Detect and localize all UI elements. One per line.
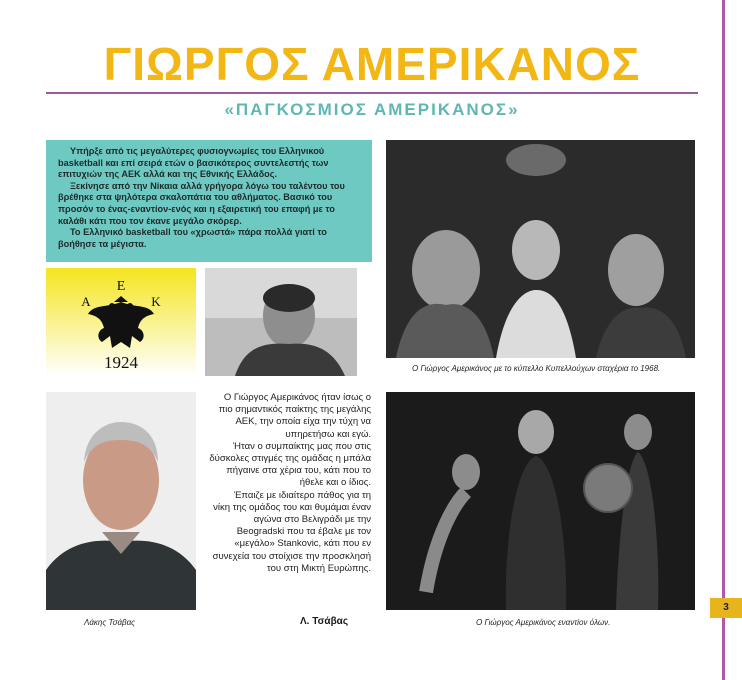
intro-paragraph: Το Ελληνικό basketball του «χρωστά» πάρα πολλά γιατί το βοήθησε τα μέγιστα. — [58, 227, 327, 249]
tribute-paragraph: Έπαιζε με ιδιαίτερο πάθος για τη νίκη της ομάδος του και θυμάμαι έναν αγώνα στο Βελιγράδι με την Beogradski που τα έβαλε με τον «μεγάλο» Stankovic, κάτι που εν συνεχεία του στοίχισε την προσκλησή του στη Μικτή Ευρώπης. — [212, 489, 371, 574]
caption-portrait: Λάκης Τσάβας — [84, 618, 136, 627]
emblem-letter-k: Κ — [151, 294, 161, 309]
intro-paragraph: Υπήρξε από τις μεγαλύτερες φυσιογνωμίες του Ελληνικού basketball και επί σειρά ετών ο βασικότερος συντελεστής των επιτυχιών της ΑΕΚ αλλά και της Εθνικής Ελλάδος. — [58, 146, 329, 180]
page-number: 3 — [710, 598, 742, 618]
page-title: ΓΙΩΡΓΟΣ ΑΜΕΡΙΚΑΝΟΣ — [103, 38, 641, 90]
tribute-paragraph: Ήταν ο συμπαίκτης μας που στις δύσκολες στιγμές της ομάδας η μπάλα πήγαινε στα χέρια του, κάτι που το ήθελε και ο ίδιος. — [209, 440, 371, 489]
tsavas-portrait-photo — [46, 392, 196, 610]
cup-celebration-photo — [386, 140, 695, 358]
caption-game: Ο Γιώργος Αμερικάνος εναντίον όλων. — [476, 618, 611, 627]
double-headed-eagle-icon — [46, 268, 196, 376]
elder-portrait-photo — [205, 268, 357, 376]
signature: Λ. Τσάβας — [300, 616, 349, 627]
caption-cup: Ο Γιώργος Αμερικάνος με το κύπελλο Κυπελλούχων σταχέρια το 1968. — [412, 364, 661, 373]
tsavas-portrait-illustration — [46, 392, 196, 610]
emblem-year: 1924 — [104, 353, 138, 372]
game-action-photo — [386, 392, 695, 610]
elder-portrait-illustration — [205, 268, 357, 376]
tribute-text — [205, 392, 371, 575]
cup-celebration-illustration — [386, 140, 695, 358]
intro-box — [46, 140, 372, 262]
tribute-paragraph: Ο Γιώργος Αμερικάνος ήταν ίσως ο πιο σημαντικός παίκτης της μεγάλης ΑΕΚ, την οποία είχα την τύχη να υπηρετήσω και εγώ. — [218, 392, 371, 440]
intro-paragraph: Ξεκίνησε από την Νίκαια αλλά γρήγορα λόγω του ταλέντου του βρέθηκε στα ψηλότερα σκαλοπάτια του αθλήματος. Βασικό του προσόν το ένας-εναντίον-ενός και η εξαιρετική του επαφή με το καλάθι κάτι που τον έκανε μεγάλο σκόρερ. — [58, 180, 345, 226]
page-edge — [722, 0, 742, 680]
aek-emblem — [46, 268, 196, 376]
game-action-illustration — [386, 392, 695, 610]
emblem-letter-a: Α — [81, 294, 91, 309]
page-subtitle: «ΠΑΓΚΟΣΜΙΟΣ ΑΜΕΡΙΚΑΝΟΣ» — [224, 100, 520, 119]
emblem-letter-e: Ε — [116, 279, 126, 294]
page-edge-line — [722, 0, 725, 680]
title-rule — [46, 92, 698, 94]
